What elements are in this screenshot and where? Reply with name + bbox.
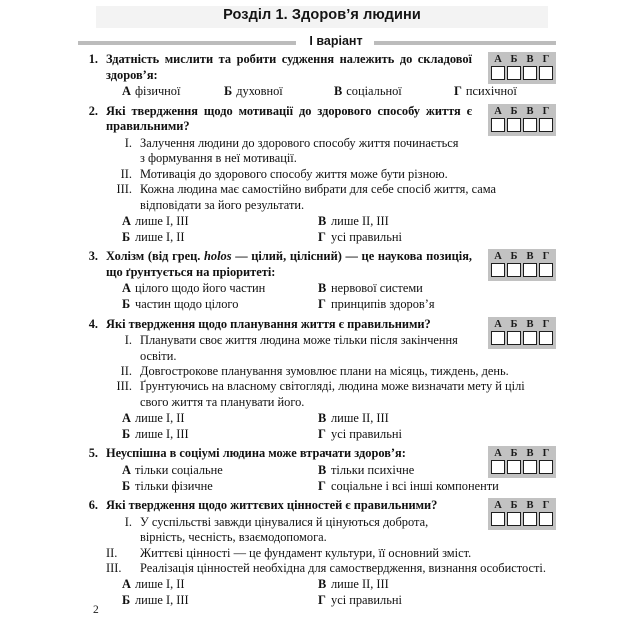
option-text: тільки психічне bbox=[331, 462, 415, 477]
answer-options bbox=[106, 577, 556, 608]
answer-option[interactable] bbox=[122, 427, 189, 443]
statement-line: Довгострокове планування зумовлює плани на місяць, тиждень, день. bbox=[140, 363, 509, 378]
option-letter: Г bbox=[318, 592, 326, 607]
answer-option[interactable] bbox=[122, 281, 265, 297]
answer-grid-cells bbox=[490, 331, 554, 345]
answer-checkbox[interactable] bbox=[523, 331, 537, 345]
answer-checkbox[interactable] bbox=[523, 263, 537, 277]
statement-numeral: I. bbox=[124, 333, 132, 348]
answer-option[interactable] bbox=[318, 411, 389, 427]
answer-grid-letter: В bbox=[526, 448, 534, 460]
option-letter: А bbox=[122, 577, 131, 592]
statement-line: Кожна людина має самостійно вибрати для себе спосіб життя, bbox=[140, 182, 469, 197]
answer-option[interactable] bbox=[318, 281, 423, 297]
answer-grid-cells bbox=[490, 66, 554, 80]
question-stem: Які твердження щодо планування життя є правильними? bbox=[106, 316, 431, 331]
statement-item bbox=[106, 546, 550, 561]
option-letter: Б bbox=[122, 592, 131, 607]
statement-line: У суспільстві завжди цінувалися й цінуються доброта, bbox=[140, 514, 429, 529]
statement-line: вірність, чесність, взаємодопомога. bbox=[140, 530, 327, 545]
option-text: лише II, III bbox=[331, 577, 389, 592]
answer-grid-letter: Г bbox=[542, 105, 550, 117]
answer-option-row bbox=[106, 214, 556, 230]
answer-grid-cells bbox=[490, 512, 554, 526]
question-number: 1. bbox=[88, 52, 98, 66]
answer-option[interactable] bbox=[454, 84, 517, 100]
answer-grid-letter: В bbox=[526, 500, 534, 512]
question-stem: Які твердження щодо життєвих цінностей є правильними? bbox=[106, 498, 438, 513]
stem-part-before: Холізм (від грец. bbox=[106, 249, 204, 264]
answer-grid-letter: Г bbox=[542, 500, 550, 512]
answer-grid-letters bbox=[490, 53, 554, 66]
question-item bbox=[78, 52, 556, 100]
statement-item bbox=[106, 561, 550, 576]
statement-item bbox=[106, 136, 550, 167]
option-letter: А bbox=[122, 462, 131, 477]
answer-checkbox[interactable] bbox=[507, 512, 521, 526]
option-text: лише I, III bbox=[135, 592, 189, 607]
option-text: цілого щодо його частин bbox=[135, 281, 266, 296]
answer-checkbox[interactable] bbox=[539, 331, 553, 345]
answer-option[interactable] bbox=[318, 479, 499, 495]
answer-checkbox[interactable] bbox=[507, 118, 521, 132]
statement-numeral: II. bbox=[120, 363, 132, 378]
answer-option-row bbox=[106, 281, 556, 297]
option-letter: В bbox=[318, 214, 327, 228]
statement-line: Життєві цінності — це фундамент культури, її основний зміст. bbox=[140, 545, 472, 560]
statement-item bbox=[106, 364, 550, 379]
answer-grid-letter: А bbox=[494, 105, 502, 117]
variant-divider bbox=[78, 33, 556, 49]
answer-checkbox[interactable] bbox=[523, 118, 537, 132]
question-stem: Які твердження щодо мотивації до здорового способу життя є правильними? bbox=[106, 103, 472, 134]
statement-numeral: I. bbox=[124, 135, 132, 150]
answer-option[interactable] bbox=[224, 84, 283, 100]
statement-line: Ґрунтуючись на власному світогляді, людина може визначати мету bbox=[140, 379, 493, 394]
answer-grid-letter: А bbox=[494, 251, 502, 263]
option-text: соціальне і всі інші компоненти bbox=[331, 478, 499, 493]
answer-grid-letter: В bbox=[526, 54, 534, 65]
question-item bbox=[78, 498, 556, 608]
statement-numeral: II. bbox=[120, 166, 132, 181]
answer-grid-letter: Г bbox=[542, 318, 550, 330]
answer-option[interactable] bbox=[122, 230, 185, 246]
statement-item bbox=[106, 515, 550, 546]
option-text: соціальної bbox=[346, 84, 402, 99]
answer-grid-letter: Г bbox=[542, 251, 550, 263]
statement-line: Планувати своє життя людина може тільки після bbox=[140, 333, 398, 348]
answer-grid-letter: Г bbox=[542, 54, 550, 65]
answer-option[interactable] bbox=[318, 593, 402, 609]
option-text: психічної bbox=[465, 84, 517, 99]
answer-options bbox=[106, 84, 556, 100]
answer-option-row bbox=[106, 479, 556, 495]
statement-item bbox=[106, 379, 550, 410]
answer-option[interactable] bbox=[122, 463, 223, 479]
answer-grid-letter: Б bbox=[510, 54, 518, 65]
option-letter: Б bbox=[122, 229, 131, 244]
question-number: 4. bbox=[88, 316, 98, 331]
answer-checkbox[interactable] bbox=[539, 118, 553, 132]
stem-part-after: — цілий, цілісний) — це наукова позиція, що ґрунтується на пріоритеті: bbox=[106, 249, 472, 279]
statement-line: з формування в неї мотивації. bbox=[140, 151, 297, 166]
answer-checkbox[interactable] bbox=[491, 460, 505, 474]
option-letter: В bbox=[334, 84, 343, 99]
answer-grid[interactable] bbox=[488, 317, 556, 349]
answer-grid-cells bbox=[490, 460, 554, 474]
answer-checkbox[interactable] bbox=[507, 331, 521, 345]
answer-grid-letter: Г bbox=[542, 448, 550, 460]
statement-line: сама відповідати за його результати. bbox=[140, 182, 496, 212]
question-item bbox=[78, 104, 556, 245]
option-letter: Г bbox=[318, 296, 326, 311]
option-text: усі правильні bbox=[331, 426, 402, 441]
answer-checkbox[interactable] bbox=[491, 118, 505, 132]
answer-checkbox[interactable] bbox=[523, 512, 537, 526]
option-letter: Г bbox=[318, 426, 326, 441]
option-text: частин щодо цілого bbox=[135, 296, 239, 311]
page-title: Розділ 1. Здоров’я людини bbox=[223, 7, 421, 23]
answer-grid[interactable] bbox=[488, 249, 556, 281]
question-list bbox=[78, 52, 556, 613]
option-text: лише I, II bbox=[135, 411, 185, 426]
question-number: 5. bbox=[88, 446, 98, 461]
answer-grid-letter: Б bbox=[510, 105, 518, 117]
answer-grid[interactable] bbox=[488, 104, 556, 136]
answer-option-row bbox=[106, 297, 556, 313]
option-text: усі правильні bbox=[331, 229, 402, 244]
answer-grid-letter: В bbox=[526, 251, 534, 263]
option-letter: Г bbox=[318, 478, 326, 493]
option-text: лише II, III bbox=[331, 214, 389, 228]
question-number: 6. bbox=[88, 498, 98, 513]
option-text: нервової системи bbox=[331, 281, 423, 296]
statement-item bbox=[106, 333, 550, 364]
option-letter: В bbox=[318, 281, 327, 296]
statement-numeral: II. bbox=[106, 545, 118, 560]
answer-checkbox[interactable] bbox=[523, 66, 537, 80]
answer-options bbox=[106, 214, 556, 245]
question-number: 2. bbox=[88, 103, 98, 118]
option-text: тільки фізичне bbox=[135, 478, 213, 493]
answer-option[interactable] bbox=[122, 479, 213, 495]
answer-grid-letter: А bbox=[494, 500, 502, 512]
question-item bbox=[78, 249, 556, 312]
answer-grid-letter: В bbox=[526, 318, 534, 330]
option-text: лише I, II bbox=[135, 229, 185, 244]
option-text: лише I, III bbox=[135, 214, 189, 228]
variant-rule-left bbox=[78, 41, 296, 45]
answer-grid-letters bbox=[490, 447, 554, 460]
statement-item bbox=[106, 167, 550, 182]
answer-grid-letters bbox=[490, 499, 554, 512]
option-text: лише I, III bbox=[135, 426, 189, 441]
answer-grid[interactable] bbox=[488, 446, 556, 478]
answer-grid-letter: Б bbox=[510, 251, 518, 263]
answer-option-row bbox=[106, 427, 556, 443]
answer-grid-letter: А bbox=[494, 318, 502, 330]
statement-numeral: III. bbox=[116, 379, 132, 394]
option-text: фізичної bbox=[134, 84, 181, 99]
answer-grid-cells bbox=[490, 263, 554, 277]
answer-option[interactable] bbox=[122, 593, 189, 609]
answer-checkbox[interactable] bbox=[491, 331, 505, 345]
question-item bbox=[78, 446, 556, 494]
option-letter: А bbox=[122, 281, 131, 296]
option-text: духовної bbox=[236, 84, 283, 99]
answer-option-row bbox=[106, 577, 556, 593]
answer-grid-letter: А bbox=[494, 448, 502, 460]
answer-option[interactable] bbox=[318, 577, 389, 593]
answer-checkbox[interactable] bbox=[539, 263, 553, 277]
option-letter: Б bbox=[224, 84, 233, 99]
answer-checkbox[interactable] bbox=[539, 460, 553, 474]
statement-line: Мотивація до здорового способу життя може бути різною. bbox=[140, 166, 448, 181]
option-letter: В bbox=[318, 411, 327, 426]
answer-checkbox[interactable] bbox=[523, 460, 537, 474]
answer-checkbox[interactable] bbox=[507, 460, 521, 474]
statement-line: Реалізація цінностей необхідна для самоствердження, визнання особистості. bbox=[140, 560, 546, 575]
option-letter: Б bbox=[122, 426, 131, 441]
answer-option[interactable] bbox=[334, 84, 402, 100]
answer-option[interactable] bbox=[318, 214, 389, 230]
option-text: тільки соціальне bbox=[135, 462, 223, 477]
answer-option[interactable] bbox=[122, 297, 238, 313]
statement-item bbox=[106, 182, 550, 213]
answer-checkbox[interactable] bbox=[507, 263, 521, 277]
answer-option[interactable] bbox=[318, 230, 402, 246]
answer-option-row bbox=[106, 411, 556, 427]
question-stem: Здатність мислити та робити судження належить до складової здоров’я: bbox=[106, 52, 472, 82]
option-letter: Г bbox=[318, 229, 326, 244]
page-number: 2 bbox=[93, 604, 99, 616]
answer-option[interactable] bbox=[318, 297, 435, 313]
answer-checkbox[interactable] bbox=[539, 512, 553, 526]
answer-grid-letter: Б bbox=[510, 448, 518, 460]
answer-checkbox[interactable] bbox=[507, 66, 521, 80]
option-text: лише II, III bbox=[331, 411, 389, 426]
option-letter: В bbox=[318, 577, 327, 592]
answer-grid-letter: В bbox=[526, 105, 534, 117]
answer-options bbox=[106, 281, 556, 312]
option-letter: Б bbox=[122, 296, 131, 311]
answer-option[interactable] bbox=[318, 463, 414, 479]
answer-grid[interactable] bbox=[488, 498, 556, 530]
answer-option[interactable] bbox=[122, 84, 180, 100]
answer-options bbox=[106, 411, 556, 442]
statement-numeral: I. bbox=[124, 514, 132, 529]
statement-numeral: III. bbox=[106, 560, 122, 575]
option-letter: Г bbox=[454, 84, 462, 99]
stem-greek-term: holos bbox=[204, 249, 232, 264]
answer-checkbox[interactable] bbox=[491, 66, 505, 80]
answer-option[interactable] bbox=[122, 577, 185, 593]
variant-rule-right bbox=[374, 41, 556, 45]
statement-numeral: III. bbox=[116, 182, 132, 197]
answer-checkbox[interactable] bbox=[491, 512, 505, 526]
answer-grid-letter: Б bbox=[510, 500, 518, 512]
option-letter: А bbox=[122, 84, 131, 99]
variant-label: I варіант bbox=[300, 33, 372, 49]
answer-option[interactable] bbox=[122, 214, 189, 230]
option-text: лише I, II bbox=[135, 577, 185, 592]
statement-line: Залучення людини до здорового способу життя починається bbox=[140, 135, 459, 150]
option-letter: Б bbox=[122, 478, 131, 493]
answer-checkbox[interactable] bbox=[491, 263, 505, 277]
answer-option-row bbox=[106, 593, 556, 609]
option-letter: А bbox=[122, 411, 131, 426]
answer-option[interactable] bbox=[318, 427, 402, 443]
statement-line: й цілі свого життя та планувати його. bbox=[140, 379, 525, 409]
answer-option-row bbox=[106, 230, 556, 246]
answer-grid-letter: А bbox=[494, 54, 502, 65]
answer-checkbox[interactable] bbox=[539, 66, 553, 80]
statement-list bbox=[106, 136, 556, 213]
question-number: 3. bbox=[88, 249, 98, 264]
answer-grid-cells bbox=[490, 118, 554, 132]
answer-grid[interactable] bbox=[488, 52, 556, 84]
option-letter: В bbox=[318, 462, 327, 477]
question-item bbox=[78, 317, 556, 443]
answer-grid-letters bbox=[490, 318, 554, 331]
answer-grid-letter: Б bbox=[510, 318, 518, 330]
answer-option[interactable] bbox=[122, 411, 185, 427]
answer-grid-letters bbox=[490, 250, 554, 263]
answer-grid-letters bbox=[490, 105, 554, 118]
option-letter: А bbox=[122, 214, 131, 228]
statement-line: закінчення освіти. bbox=[140, 333, 458, 363]
question-stem: Неуспішна в соціумі людина може втрачати здоров’я: bbox=[106, 446, 406, 461]
option-text: усі правильні bbox=[331, 592, 402, 607]
option-text: принципів здоров’я bbox=[331, 296, 435, 311]
